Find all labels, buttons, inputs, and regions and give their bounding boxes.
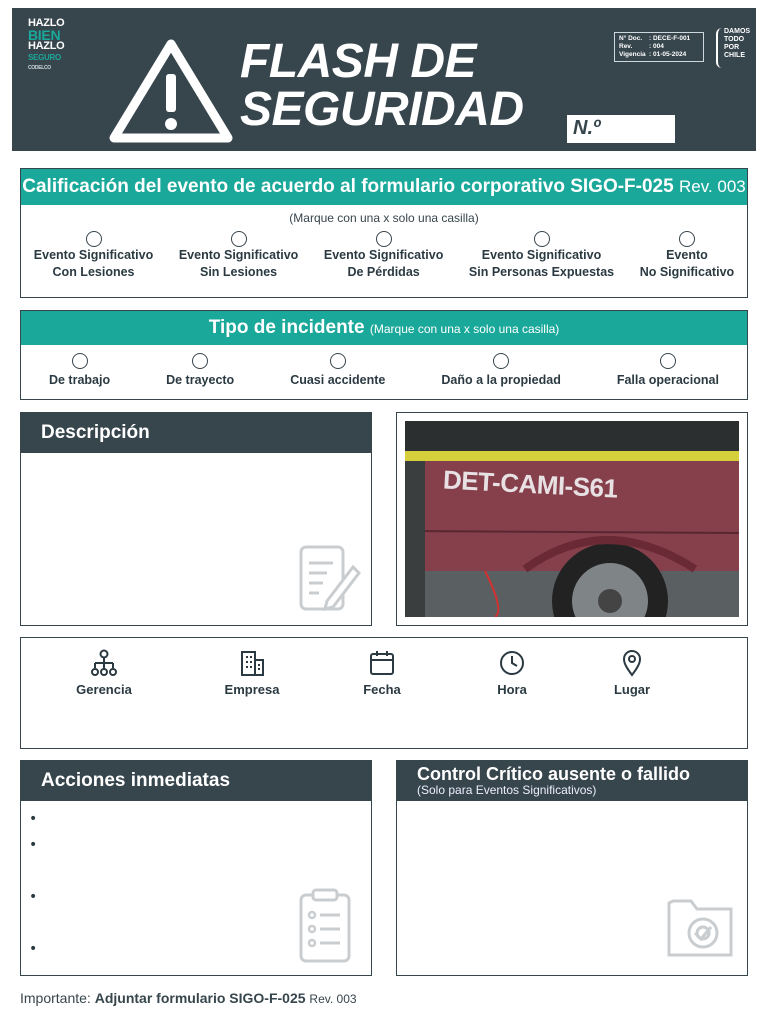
control-subtitle: (Solo para Eventos Significativos) — [417, 783, 597, 797]
slogan-line: DAMOS — [724, 28, 751, 35]
radio-circle[interactable] — [86, 231, 102, 247]
option-commute[interactable] — [166, 353, 234, 389]
brand-line: SEGURO — [28, 53, 61, 62]
incident-hint: (Marque con una x solo una casilla) — [369, 322, 560, 336]
org-chart-icon — [89, 648, 119, 678]
gerencia-field[interactable] — [49, 648, 159, 697]
truck-photo-image — [405, 421, 739, 617]
description-section — [20, 412, 372, 626]
option-near-miss[interactable] — [290, 353, 385, 389]
action-bullet[interactable]: • — [29, 811, 38, 827]
option-label: Sin Personas Expuestas — [468, 265, 615, 279]
lugar-label: Lugar — [613, 682, 651, 697]
action-bullet[interactable]: • — [29, 837, 38, 853]
option-label: Evento Significativo — [481, 248, 602, 262]
hora-field[interactable] — [457, 648, 567, 697]
option-work[interactable] — [49, 353, 110, 389]
radio-circle[interactable] — [330, 353, 346, 369]
vigencia-value: : 01-05-2024 — [649, 51, 687, 58]
header-banner — [12, 8, 756, 151]
incident-photo[interactable] — [405, 421, 739, 617]
empresa-field[interactable] — [197, 648, 307, 697]
radio-circle[interactable] — [660, 353, 676, 369]
action-bullet[interactable]: • — [29, 941, 38, 957]
classification-header — [21, 169, 747, 205]
document-info — [614, 32, 704, 62]
incident-title: Tipo de incidente — [208, 317, 365, 338]
classification-title: Calificación del evento de acuerdo al formulario corporativo SIGO-F-025 — [22, 176, 674, 197]
radio-circle[interactable] — [534, 231, 550, 247]
option-label: De Pérdidas — [347, 265, 420, 279]
radio-circle[interactable] — [72, 353, 88, 369]
photo-section — [396, 412, 748, 626]
footer-note — [20, 990, 357, 1006]
brand-line: BIEN — [28, 27, 61, 43]
immediate-actions-section — [20, 760, 372, 976]
fecha-field[interactable] — [327, 648, 437, 697]
option-label: Cuasi accidente — [290, 373, 386, 387]
option-label: De trayecto — [166, 373, 235, 387]
radio-circle[interactable] — [376, 231, 392, 247]
classification-section — [20, 168, 748, 298]
option-label: Evento Significativo — [33, 248, 154, 262]
doc-key: N° Doc. — [619, 35, 643, 42]
incident-header — [21, 311, 747, 345]
option-label: Sin Lesiones — [200, 265, 278, 279]
radio-circle[interactable] — [231, 231, 247, 247]
option-significant-injuries[interactable] — [34, 231, 153, 281]
option-label: Evento Significativo — [323, 248, 444, 262]
doc-value: : DECE-F-001 — [649, 35, 691, 42]
title-line-1: FLASH DE — [240, 35, 476, 88]
fecha-label: Fecha — [363, 682, 401, 697]
clock-icon — [497, 648, 527, 678]
actions-title: Acciones inmediatas — [21, 761, 371, 801]
radio-circle[interactable] — [192, 353, 208, 369]
slogan-line: POR — [724, 44, 740, 51]
vigencia-key: Vigencia — [619, 51, 646, 58]
footer-prefix: Importante: — [20, 990, 91, 1006]
option-label: Daño a la propiedad — [441, 373, 561, 387]
page-title — [240, 35, 524, 136]
option-label: Con Lesiones — [52, 265, 135, 279]
title-line-2: SEGURIDAD — [240, 83, 524, 136]
control-header — [397, 761, 747, 801]
classification-hint: (Marque con una x solo una casilla) — [289, 211, 479, 225]
footer-bold: Adjuntar formulario SIGO-F-025 — [94, 990, 306, 1006]
control-title: Control Crítico ausente o fallido — [417, 764, 691, 784]
rev-value: : 004 — [649, 43, 664, 50]
option-operational-failure[interactable] — [617, 353, 719, 389]
critical-control-section — [396, 760, 748, 976]
folder-gear-icon — [665, 889, 735, 965]
checklist-icon — [297, 887, 353, 965]
building-icon — [237, 648, 267, 678]
brand-logo — [28, 18, 72, 72]
location-pin-icon — [617, 648, 647, 678]
option-label: Evento — [666, 248, 708, 262]
option-property-damage[interactable] — [441, 353, 560, 389]
gerencia-label: Gerencia — [76, 682, 132, 697]
slogan-logo — [716, 28, 764, 68]
empresa-label: Empresa — [224, 682, 280, 697]
footer-rev: Rev. 003 — [309, 992, 357, 1006]
radio-circle[interactable] — [493, 353, 509, 369]
slogan-line: CHILE — [724, 52, 745, 59]
slogan-line: TODO — [724, 36, 745, 43]
hora-label: Hora — [497, 682, 527, 697]
event-details-section — [20, 637, 748, 749]
option-significant-no-exposed[interactable] — [469, 231, 614, 281]
action-bullet[interactable]: • — [29, 889, 38, 905]
option-significant-losses[interactable] — [324, 231, 443, 281]
brand-line: HAZLO — [28, 17, 65, 29]
number-label: N.º — [573, 117, 601, 139]
radio-circle[interactable] — [679, 231, 695, 247]
option-label: De trabajo — [48, 373, 111, 387]
description-title: Descripción — [21, 413, 371, 453]
calendar-icon — [367, 648, 397, 678]
classification-rev: Rev. 003 — [678, 177, 746, 196]
document-edit-icon — [297, 543, 363, 617]
warning-icon — [108, 38, 234, 146]
number-field[interactable] — [567, 115, 675, 143]
option-not-significant[interactable] — [640, 231, 734, 281]
option-significant-no-injuries[interactable] — [179, 231, 298, 281]
rev-key: Rev. — [619, 43, 633, 50]
option-label: No Significativo — [639, 265, 735, 279]
brand-mini: CODELCO — [28, 65, 51, 71]
option-label: Falla operacional — [616, 373, 719, 387]
brand-line: HAZLO — [28, 40, 65, 52]
truck-plate-text: DET-CAMI-S61 — [442, 464, 619, 504]
lugar-field[interactable] — [577, 648, 687, 697]
option-label: Evento Significativo — [178, 248, 299, 262]
incident-type-section — [20, 310, 748, 400]
